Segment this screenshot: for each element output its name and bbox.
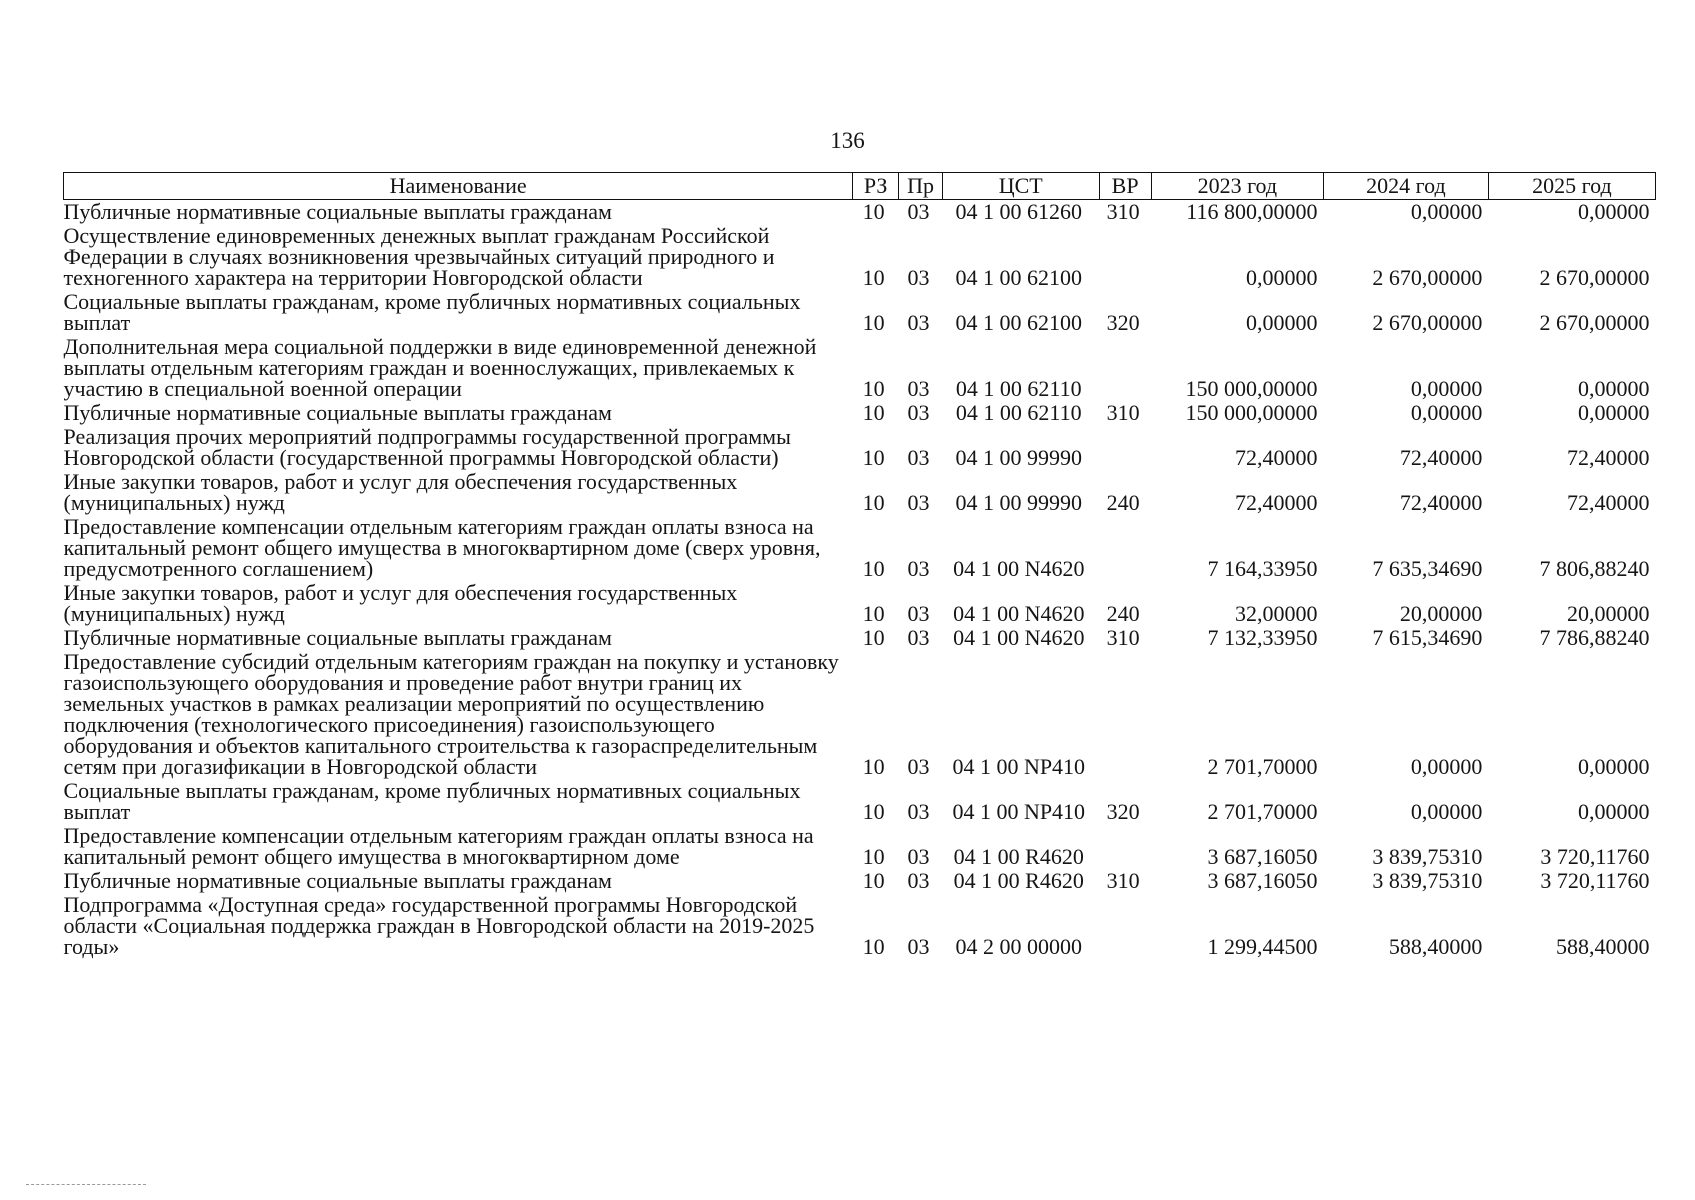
row-rz: 10 (862, 625, 885, 650)
row-2025: 7 806,88240 (1539, 556, 1650, 581)
row-rz: 10 (862, 199, 885, 224)
row-vr (1099, 425, 1151, 470)
row-pr: 03 (907, 310, 930, 335)
row-2023: 7 132,33950 (1207, 625, 1318, 650)
row-2025: 20,00000 (1567, 601, 1650, 626)
row-2025: 588,40000 (1556, 934, 1650, 959)
row-2023: 72,40000 (1234, 445, 1318, 470)
row-vr: 320 (1106, 310, 1140, 335)
table-row (64, 401, 1656, 425)
row-pr: 03 (907, 400, 930, 425)
row-rz: 10 (862, 445, 885, 470)
table-row (64, 893, 1656, 959)
row-cst: 04 1 00 99990 (955, 490, 1082, 515)
row-name: Осуществление единовременных денежных выплат гражданам Российской Федерации в случаях возникновения чрезвычайных ситуаций природного и техногенного характера на территории Новгородской области (63, 223, 775, 290)
row-cst: 04 1 00 N4620 (953, 556, 1085, 581)
row-pr: 03 (907, 754, 930, 779)
row-pr: 03 (907, 376, 930, 401)
row-vr: 240 (1106, 601, 1140, 626)
row-cst: 04 1 00 R4620 (953, 844, 1084, 869)
col-header-2023: 2023 год (1151, 173, 1323, 200)
row-cst: 04 1 00 N4620 (953, 601, 1085, 626)
row-cst: 04 1 00 62110 (955, 376, 1082, 401)
row-cst: 04 1 00 61260 (955, 199, 1082, 224)
row-pr: 03 (907, 601, 930, 626)
row-pr: 03 (907, 265, 930, 290)
row-vr (1099, 224, 1151, 290)
row-name: Дополнительная мера социальной поддержки в виде единовременной денежной выплаты отдельным категориям граждан и военнослужащих, привлекаемых к участию в специальной военной операции (63, 334, 817, 401)
row-name: Иные закупки товаров, работ и услуг для обеспечения государственных (муниципальных) нужд (63, 469, 738, 515)
row-rz: 10 (862, 265, 885, 290)
row-name: Социальные выплаты гражданам, кроме публичных нормативных социальных выплат (63, 778, 801, 824)
row-name: Иные закупки товаров, работ и услуг для обеспечения государственных (муниципальных) нужд (63, 580, 738, 626)
row-2025: 72,40000 (1567, 490, 1650, 515)
row-2025: 3 720,11760 (1540, 868, 1650, 893)
row-2023: 1 299,44500 (1207, 934, 1318, 959)
row-cst: 04 1 00 62100 (955, 310, 1082, 335)
row-pr: 03 (907, 490, 930, 515)
row-cst: 04 1 00 62100 (955, 265, 1082, 290)
row-rz: 10 (862, 934, 885, 959)
row-2025: 0,00000 (1578, 400, 1650, 425)
row-2023: 150 000,00000 (1185, 376, 1318, 401)
row-vr (1099, 893, 1151, 959)
row-rz: 10 (862, 556, 885, 581)
table-row (64, 824, 1656, 869)
row-2023: 72,40000 (1234, 490, 1318, 515)
row-name: Предоставление компенсации отдельным категориям граждан оплаты взноса на капитальный ремонт общего имущества в многоквартирном доме (сверх уровня, предусмотренного соглашением) (63, 514, 821, 581)
row-2024: 3 839,75310 (1372, 844, 1483, 869)
row-pr: 03 (907, 199, 930, 224)
row-2025: 0,00000 (1578, 754, 1650, 779)
row-cst: 04 1 00 R4620 (953, 868, 1084, 893)
row-vr: 240 (1106, 490, 1140, 515)
row-cst: 04 1 00 99990 (955, 445, 1082, 470)
table-row (64, 581, 1656, 626)
row-2024: 0,00000 (1410, 400, 1483, 425)
row-2024: 72,40000 (1399, 445, 1483, 470)
table-row (64, 470, 1656, 515)
row-pr: 03 (907, 556, 930, 581)
row-2024: 7 615,34690 (1372, 625, 1483, 650)
table-row (64, 779, 1656, 824)
row-pr: 03 (907, 445, 930, 470)
row-name: Публичные нормативные социальные выплаты гражданам (63, 868, 612, 893)
row-vr: 310 (1106, 625, 1140, 650)
row-2025: 0,00000 (1578, 799, 1650, 824)
row-vr: 320 (1106, 799, 1140, 824)
row-vr: 310 (1106, 868, 1140, 893)
row-rz: 10 (862, 310, 885, 335)
row-2023: 3 687,16050 (1207, 868, 1318, 893)
row-2023: 2 701,70000 (1207, 754, 1318, 779)
row-rz: 10 (862, 868, 885, 893)
row-rz: 10 (862, 601, 885, 626)
row-2024: 72,40000 (1399, 490, 1483, 515)
row-2024: 2 670,00000 (1372, 265, 1483, 290)
row-2024: 0,00000 (1410, 799, 1483, 824)
row-2023: 32,00000 (1234, 601, 1318, 626)
row-2025: 2 670,00000 (1539, 265, 1650, 290)
table-header (64, 173, 1656, 200)
row-2024: 2 670,00000 (1372, 310, 1483, 335)
row-vr: 310 (1106, 199, 1140, 224)
row-name: Публичные нормативные социальные выплаты гражданам (63, 199, 612, 224)
page-number: 136 (830, 128, 865, 153)
row-rz: 10 (862, 799, 885, 824)
row-cst: 04 1 00 NP410 (952, 799, 1086, 824)
row-pr: 03 (907, 799, 930, 824)
row-vr (1099, 515, 1151, 581)
row-name: Публичные нормативные социальные выплаты гражданам (63, 625, 612, 650)
table-row (64, 869, 1656, 893)
table-row (64, 200, 1656, 225)
row-2025: 0,00000 (1578, 199, 1650, 224)
table-row (64, 626, 1656, 650)
table-row (64, 224, 1656, 290)
row-name: Подпрограмма «Доступная среда» государственной программы Новгородской области «Социальная поддержка граждан в Новгородской области на 2019-2025 годы» (63, 892, 815, 959)
row-2025: 72,40000 (1567, 445, 1650, 470)
col-header-vr: ВР (1099, 173, 1151, 200)
col-header-2024: 2024 год (1323, 173, 1488, 200)
col-header-cst: ЦСТ (942, 173, 1099, 200)
row-2023: 150 000,00000 (1185, 400, 1318, 425)
table-row (64, 335, 1656, 401)
col-header-rz: РЗ (853, 173, 899, 200)
row-2025: 3 720,11760 (1540, 844, 1650, 869)
row-rz: 10 (862, 754, 885, 779)
row-2025: 0,00000 (1578, 376, 1650, 401)
row-cst: 04 1 00 N4620 (953, 625, 1085, 650)
table-row (64, 650, 1656, 779)
row-2025: 7 786,88240 (1539, 625, 1650, 650)
row-pr: 03 (907, 934, 930, 959)
col-header-name: Наименование (64, 173, 853, 200)
row-cst: 04 2 00 00000 (955, 934, 1082, 959)
row-name: Публичные нормативные социальные выплаты гражданам (63, 400, 612, 425)
table-row (64, 425, 1656, 470)
row-2024: 3 839,75310 (1372, 868, 1483, 893)
row-vr (1099, 824, 1151, 869)
scan-edge-line (26, 1184, 146, 1185)
row-pr: 03 (907, 868, 930, 893)
row-cst: 04 1 00 NP410 (952, 754, 1086, 779)
row-2024: 0,00000 (1410, 376, 1483, 401)
row-rz: 10 (862, 400, 885, 425)
row-2024: 20,00000 (1399, 601, 1483, 626)
col-header-pr: Пр (899, 173, 943, 200)
row-name: Социальные выплаты гражданам, кроме публичных нормативных социальных выплат (63, 289, 801, 335)
row-2023: 0,00000 (1245, 265, 1318, 290)
row-2023: 2 701,70000 (1207, 799, 1318, 824)
table-row (64, 290, 1656, 335)
row-vr (1099, 335, 1151, 401)
row-rz: 10 (862, 490, 885, 515)
row-rz: 10 (862, 376, 885, 401)
row-name: Предоставление компенсации отдельным категориям граждан оплаты взноса на капитальный ремонт общего имущества в многоквартирном доме (63, 823, 814, 869)
row-2023: 116 800,00000 (1186, 199, 1318, 224)
row-2023: 0,00000 (1245, 310, 1318, 335)
row-name: Предоставление субсидий отдельным категориям граждан на покупку и установку газоиспользующего оборудования и проведение работ внутри границ их земельных участков в рамках реализации мероприятий по осуществлению подключения (технологического присоединения) газоиспользующего оборудования и объектов капитального строительства к газораспределительным сетям при догазификации в Новгородской области (63, 649, 839, 779)
col-header-2025: 2025 год (1488, 173, 1655, 200)
row-2024: 0,00000 (1410, 754, 1483, 779)
row-vr (1099, 650, 1151, 779)
row-vr: 310 (1106, 400, 1140, 425)
row-pr: 03 (907, 844, 930, 869)
budget-table (63, 172, 1656, 959)
table-row (64, 515, 1656, 581)
row-cst: 04 1 00 62110 (955, 400, 1082, 425)
row-name: Реализация прочих мероприятий подпрограммы государственной программы Новгородской области (государственной программы Новгородской области) (63, 424, 791, 470)
row-2025: 2 670,00000 (1539, 310, 1650, 335)
row-2024: 0,00000 (1410, 199, 1483, 224)
table-body (64, 200, 1656, 960)
row-2024: 7 635,34690 (1372, 556, 1483, 581)
row-rz: 10 (862, 844, 885, 869)
row-2023: 3 687,16050 (1207, 844, 1318, 869)
row-2024: 588,40000 (1388, 934, 1483, 959)
row-2023: 7 164,33950 (1207, 556, 1318, 581)
row-pr: 03 (907, 625, 930, 650)
